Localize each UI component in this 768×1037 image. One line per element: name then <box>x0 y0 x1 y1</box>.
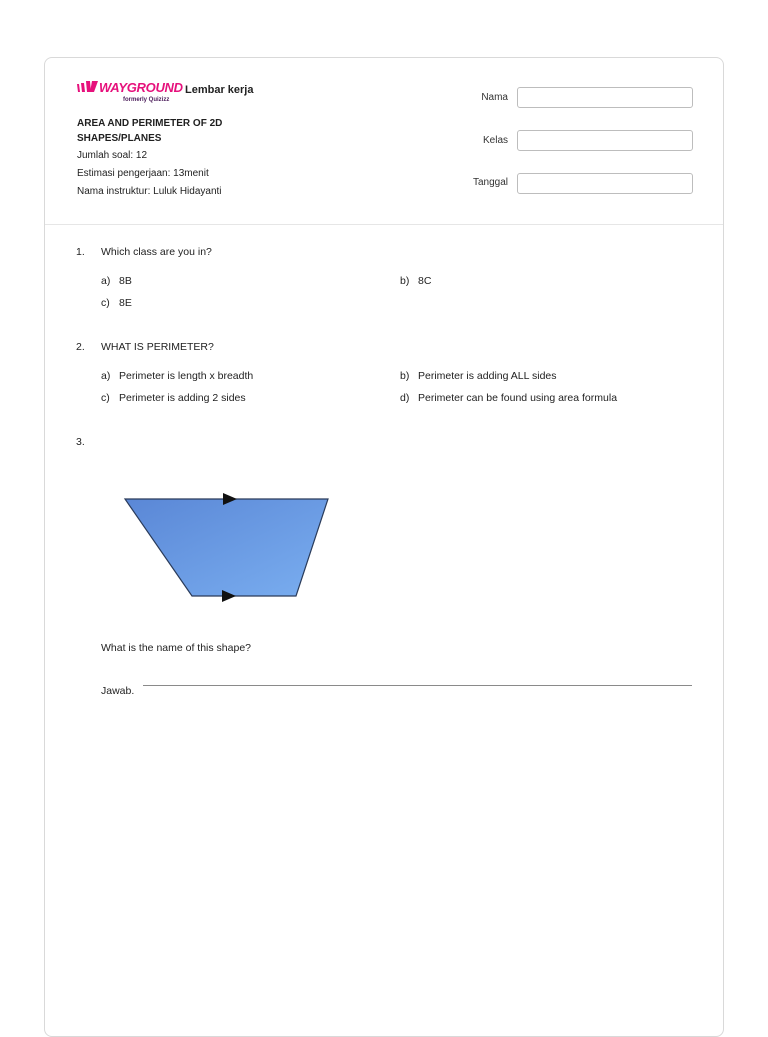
worksheet-header <box>45 58 723 225</box>
option-letter: d) <box>400 392 410 404</box>
trapezium-figure <box>121 490 331 602</box>
option-text: Perimeter can be found using area formula <box>418 392 618 404</box>
estimated-time: Estimasi pengerjaan: 13menit <box>77 168 209 179</box>
option-text: Perimeter is adding 2 sides <box>119 392 246 404</box>
wayground-logo <box>77 80 181 116</box>
option-letter: b) <box>400 370 410 382</box>
option-text: Perimeter is length x breadth <box>119 370 254 382</box>
q2-option-b[interactable] <box>400 370 557 382</box>
answer-line[interactable] <box>143 685 692 686</box>
wayground-logo-icon <box>77 81 99 93</box>
instructor-name: Nama instruktur: Luluk Hidayanti <box>77 186 222 197</box>
option-letter: b) <box>400 275 410 287</box>
option-letter: a) <box>101 370 111 382</box>
date-field[interactable] <box>517 173 693 194</box>
quiz-title-line-1: AREA AND PERIMETER OF 2D <box>77 118 223 129</box>
class-label: Kelas <box>482 135 508 146</box>
q1-option-a[interactable] <box>101 275 132 287</box>
quiz-title-line-2: SHAPES/PLANES <box>77 133 162 144</box>
q1-option-b[interactable] <box>400 275 431 287</box>
trapezium-shape <box>125 499 328 596</box>
option-letter: c) <box>101 392 110 404</box>
worksheet-type-label: Lembar kerja <box>185 84 254 96</box>
quiz-title <box>77 116 277 146</box>
option-letter: c) <box>101 297 110 309</box>
question-count: Jumlah soal: 12 <box>77 150 148 161</box>
class-field[interactable] <box>517 130 693 151</box>
question-text: What is the name of this shape? <box>101 642 251 654</box>
question-text: WHAT IS PERIMETER? <box>101 341 214 353</box>
q2-option-d[interactable] <box>400 392 617 404</box>
option-text: 8C <box>418 275 432 287</box>
name-field[interactable] <box>517 87 693 108</box>
worksheet-page <box>44 57 724 1037</box>
trapezium-image <box>121 490 331 602</box>
question-number: 1. <box>76 246 85 258</box>
option-text: 8B <box>119 275 132 287</box>
q1-option-c[interactable] <box>101 297 132 309</box>
q2-option-a[interactable] <box>101 370 253 382</box>
name-label: Nama <box>481 92 508 103</box>
answer-label: Jawab. <box>101 685 135 697</box>
option-text: 8E <box>119 297 132 309</box>
q2-option-c[interactable] <box>101 392 246 404</box>
date-label: Tanggal <box>472 177 508 188</box>
question-number: 2. <box>76 341 85 353</box>
logo-wordmark: WAYGROUND <box>99 80 183 95</box>
question-number: 3. <box>76 436 85 448</box>
option-text: Perimeter is adding ALL sides <box>418 370 557 382</box>
logo-subtitle: formerly Quizizz <box>123 97 170 103</box>
question-text: Which class are you in? <box>101 246 212 258</box>
option-letter: a) <box>101 275 111 287</box>
